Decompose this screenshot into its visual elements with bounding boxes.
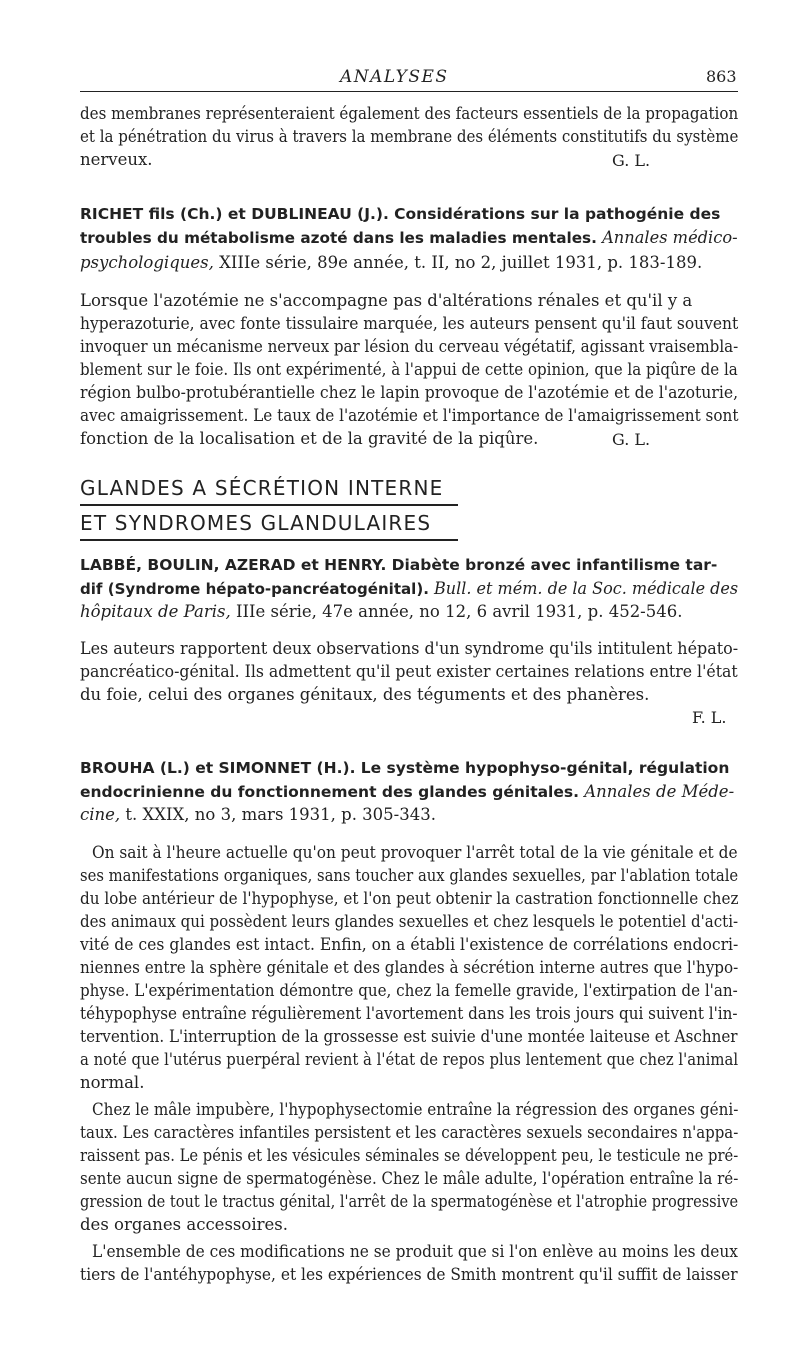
citation-details: XIIIe série, 89e année, t. II, no 2, juillet 1931, p. 183-189. xyxy=(219,253,703,272)
section-rule xyxy=(80,539,458,541)
text-line: Lorsque l'azotémie ne s'accompagne pas d'altérations rénales et qu'il y a xyxy=(80,291,693,310)
journal-name: hôpitaux de Paris, xyxy=(80,602,231,621)
article-authors: BROUHA (L.) et SIMONNET (H.). xyxy=(80,759,356,777)
text-line: des membranes représenteraient également des facteurs essentiels de la propagation xyxy=(80,104,739,123)
journal-name: Annales médico- xyxy=(602,228,738,247)
article-heading xyxy=(80,757,729,779)
text-line: hyperazoturie, avec fonte tissulaire marquée, les auteurs pensent qu'il faut souvent xyxy=(80,314,739,333)
article-heading xyxy=(80,578,738,600)
article-heading xyxy=(80,781,734,803)
text-line: vité de ces glandes est intact. Enfin, on a établi l'existence de corrélations endocri- xyxy=(80,935,739,954)
reviewer-signature: G. L. xyxy=(612,151,651,170)
journal-name: psychologiques, xyxy=(80,253,214,272)
reviewer-signature: F. L. xyxy=(692,708,727,727)
text-line: et la pénétration du virus à travers la membrane des éléments constitutifs du système xyxy=(80,127,739,146)
running-title: ANALYSES xyxy=(340,67,449,87)
text-line: des animaux qui possèdent leurs glandes sexuelles et chez lesquels le potentiel d'acti- xyxy=(80,912,739,931)
article-title: troubles du métabolisme azoté dans les maladies mentales. xyxy=(80,229,597,247)
page-number: 863 xyxy=(706,67,737,86)
text-line: sente aucun signe de spermatogénèse. Chez le mâle adulte, l'opération entraîne la ré- xyxy=(80,1169,739,1188)
text-line: tervention. L'interruption de la grossesse est suivie d'une montée laiteuse et Aschner xyxy=(80,1027,738,1046)
article-citation xyxy=(80,252,702,274)
article-title: endocrinienne du fonctionnement des glandes génitales. xyxy=(80,783,579,801)
citation-details: IIIe série, 47e année, no 12, 6 avril 1931, p. 452-546. xyxy=(235,602,683,621)
text-line: Chez le mâle impubère, l'hypophysectomie entraîne la régression des organes géni- xyxy=(92,1100,739,1119)
article-title: Considérations sur la pathogénie des xyxy=(394,205,721,223)
text-line: des organes accessoires. xyxy=(80,1215,288,1234)
text-line: du foie, celui des organes génitaux, des téguments et des phanères. xyxy=(80,685,650,704)
text-line: invoquer un mécanisme nerveux par lésion du cerveau végétatif, agissant vraisembla- xyxy=(80,337,739,356)
section-heading-line2: ET SYNDROMES GLANDULAIRES xyxy=(80,511,432,535)
article-citation xyxy=(80,601,683,623)
text-line: a noté que l'utérus puerpéral revient à l'état de repos plus lentement que chez l'animal xyxy=(80,1050,739,1069)
text-line: avec amaigrissement. Le taux de l'azotémie et l'importance de l'amaigrissement sont xyxy=(80,406,739,425)
article-title: Diabète bronzé avec infantilisme tar- xyxy=(391,556,718,574)
text-line: physe. L'expérimentation démontre que, chez la femelle gravide, l'extirpation de l'an- xyxy=(80,981,738,1000)
citation-details: t. XXIX, no 3, mars 1931, p. 305-343. xyxy=(125,805,436,824)
text-line: ses manifestations organiques, sans toucher aux glandes sexuelles, par l'ablation totale xyxy=(80,866,739,885)
text-line: gression de tout le tractus génital, l'arrêt de la spermatogénèse et l'atrophie progressive xyxy=(80,1192,739,1211)
text-line: normal. xyxy=(80,1073,145,1092)
section-heading-line1: GLANDES A SÉCRÉTION INTERNE xyxy=(80,476,444,500)
article-heading xyxy=(80,203,720,225)
text-line: On sait à l'heure actuelle qu'on peut provoquer l'arrêt total de la vie génitale et de xyxy=(92,843,738,862)
article-authors: LABBÉ, BOULIN, AZERAD et HENRY. xyxy=(80,556,387,574)
text-line: pancréatico-génital. Ils admettent qu'il peut exister certaines relations entre l'état xyxy=(80,662,738,681)
text-line: nerveux. xyxy=(80,150,153,169)
text-line: fonction de la localisation et de la gravité de la piqûre. xyxy=(80,429,539,448)
article-heading xyxy=(80,554,717,576)
section-rule xyxy=(80,504,458,506)
article-title: Le système hypophyso-génital, régulation xyxy=(360,759,730,777)
text-line: L'ensemble de ces modifications ne se produit que si l'on enlève au moins les deux xyxy=(92,1242,738,1261)
article-heading xyxy=(80,227,738,249)
article-citation xyxy=(80,804,436,826)
text-line: blement sur le foie. Ils ont expérimenté, à l'appui de cette opinion, que la piqûre de la xyxy=(80,360,738,379)
text-line: tiers de l'antéhypophyse, et les expériences de Smith montrent qu'il suffit de laisser xyxy=(80,1265,738,1284)
header-rule xyxy=(80,91,738,92)
text-line: Les auteurs rapportent deux observations d'un syndrome qu'ils intitulent hépato- xyxy=(80,639,739,658)
text-line: téhypophyse entraîne régulièrement l'avortement dans les trois jours qui suivent l'in- xyxy=(80,1004,738,1023)
article-title: dif (Syndrome hépato-pancréatogénital). xyxy=(80,580,429,598)
text-line: raissent pas. Le pénis et les vésicules séminales se développent peu, le testicule ne pré- xyxy=(80,1146,739,1165)
journal-name: Annales de Méde- xyxy=(584,782,735,801)
text-line: taux. Les caractères infantiles persistent et les caractères sexuels secondaires n'appa- xyxy=(80,1123,739,1142)
text-line: du lobe antérieur de l'hypophyse, et l'on peut obtenir la castration fonctionnelle chez xyxy=(80,889,739,908)
text-line: région bulbo-protubérantielle chez le lapin provoque de l'azotémie et de l'azoturie, xyxy=(80,383,739,402)
journal-name: Bull. et mém. de la Soc. médicale des xyxy=(434,579,739,598)
article-authors: RICHET fils (Ch.) et DUBLINEAU (J.). xyxy=(80,205,389,223)
reviewer-signature: G. L. xyxy=(612,430,651,449)
text-line: niennes entre la sphère génitale et des glandes à sécrétion interne autres que l'hypo- xyxy=(80,958,739,977)
journal-name: cine, xyxy=(80,805,121,824)
